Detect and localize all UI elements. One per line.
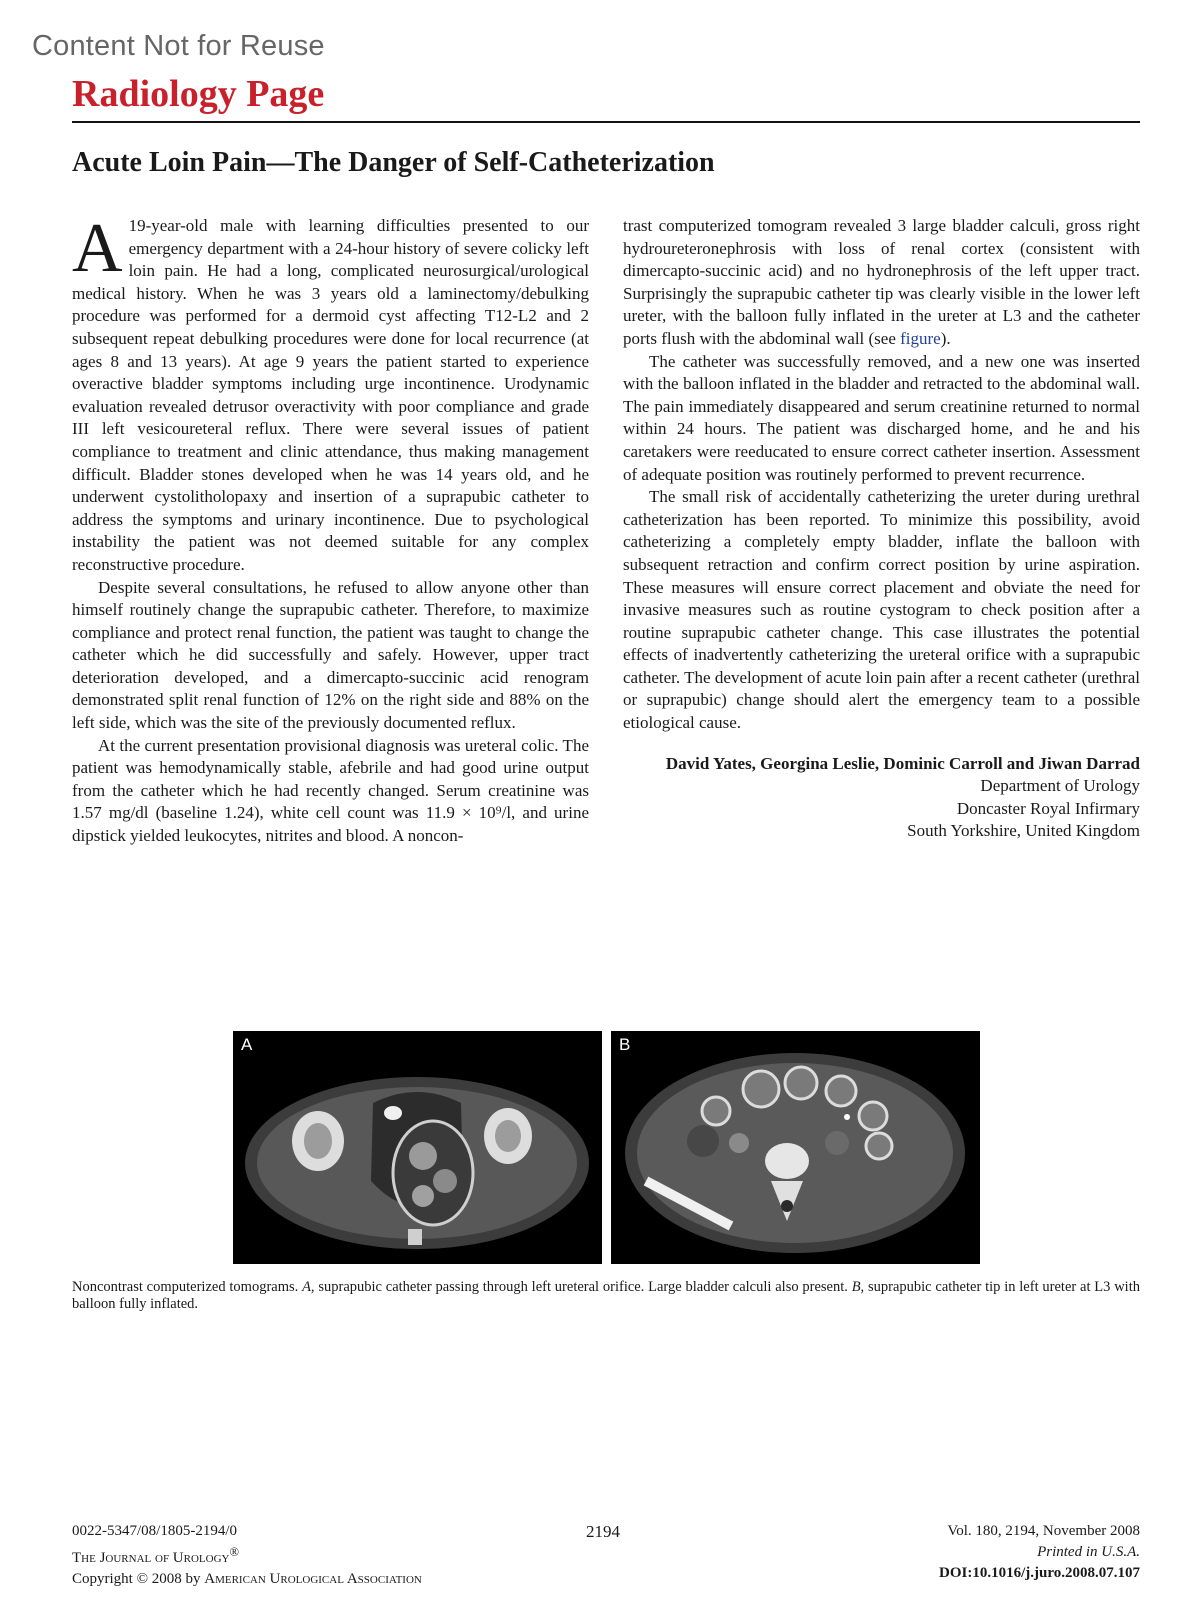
article-code: 0022-5347/08/1805-2194/0 (72, 1523, 237, 1539)
volume-info: Vol. 180, 2194, November 2008 (947, 1523, 1140, 1539)
section-title: Radiology Page (72, 73, 325, 115)
affiliation-institution: Doncaster Royal Infirmary (956, 798, 1140, 818)
left-column (72, 210, 589, 848)
paragraph-6: The small risk of accidentally catheterizing the ureter during urethral catheterization has been reported. To minimize this possibility, avoid catheterizing a completely empty bladder, inflate the balloon with subsequent retraction and confirm correct position by urine aspiration. These measures will ensure correct placement and obviate the need for invasive measures such as routine cystogram to check position after a routine suprapubic catheter change. This case illustrates the potential effects of inadvertently catheterizing the ureteral orifice with a suprapubic catheter. The development of acute loin pain after a recent catheter (urethral or suprapubic) change should alert the emergency team to a possible etiological cause. (623, 487, 1140, 733)
association-name: American Urological Association (204, 1571, 422, 1587)
affiliation-department: Department of Urology (980, 776, 1140, 796)
caption-text-1: Noncontrast computerized tomograms. (72, 1279, 303, 1295)
article-title: Acute Loin Pain—The Danger of Self-Catheterization (72, 147, 715, 178)
caption-panel-a-ref: A (302, 1279, 311, 1295)
drop-cap: A (72, 210, 123, 287)
paragraph-4-end: ). (940, 328, 951, 348)
paragraph-2: Despite several consultations, he refused to allow anyone other than himself routinely change the suprapubic catheter. Therefore, to maximize compliance and protect renal function, the patient was taught to change the catheter which he did successfully and safely. However, upper tract deterioration developed, and a dimercapto-succinic acid renogram demonstrated split renal function of 12% on the right side and 88% on the left side, which was the site of the previously documented reflux. (72, 577, 589, 733)
doi[interactable]: DOI:10.1016/j.juro.2008.07.107 (939, 1565, 1140, 1581)
ct-abdomen-image (611, 1031, 980, 1264)
watermark: Content Not for Reuse (32, 30, 325, 62)
caption-panel-b-ref: B (851, 1279, 861, 1295)
paragraph-5: The catheter was successfully removed, and a new one was inserted with the balloon inflated in the bladder and retracted to the abdominal wall. The pain immediately disappeared and serum creatinine returned to normal within 24 hours. The patient was discharged home, and he and his caretakers were reeducated to ensure correct catheter insertion. Assessment of adequate position was routinely performed to prevent recurrence. (623, 351, 1140, 484)
copyright-prefix: Copyright © 2008 by (72, 1571, 205, 1587)
paragraph-1-text: 19-year-old male with learning difficulties presented to our emergency department with a 24-hour history of severe colicky left loin pain. He had a long, complicated neurosurgical/urological medical history. When he was 3 years old a laminectomy/debulking procedure was performed for a dermoid cyst affecting T12-L2 and 2 subsequent repeat debulking procedures were done for local recurrence (at ages 8 and 13 years). At age 9 years the patient started to experience overactive bladder symptoms including urge incontinence. Urodynamic evaluation revealed detrusor overactivity with poor compliance and grade III left vesicoureteral reflux. There were several issues of patient compliance to treatment and clinic attendance, thus making management difficult. Bladder stones developed when he was 14 years old, and he underwent cystolitholopaxy and insertion of a suprapubic catheter to address the symptoms and urinary incontinence. Due to psychological instability the patient was not deemed suitable for any complex reconstructive procedure. (72, 216, 589, 574)
figure-link[interactable]: figure (900, 328, 941, 348)
ct-panel-a (233, 1031, 602, 1264)
caption-text-2: , suprapubic catheter passing through left ureteral orifice. Large bladder calculi also present. (310, 1279, 852, 1295)
affiliation-location: South Yorkshire, United Kingdom (907, 821, 1140, 841)
copyright-line (72, 1569, 422, 1590)
journal-name (72, 1542, 422, 1569)
footer-right (939, 1521, 1140, 1584)
header-rule (72, 121, 1140, 123)
printed-in: Printed in U.S.A. (1037, 1544, 1140, 1560)
panel-a-label: A (241, 1035, 253, 1054)
paragraph-3: At the current presentation provisional diagnosis was ureteral colic. The patient was hemodynamically stable, afebrile and had good urine output from the catheter which he had recently changed. Serum creatinine was 1.57 mg/dl (baseline 1.24), white cell count was 11.9 × 10⁹/l, and urine dipstick yielded leukocytes, nitrites and blood. A noncon- (72, 735, 589, 846)
figure-caption (72, 1279, 1140, 1313)
page-number: 2194 (586, 1522, 620, 1541)
journal-name-text: The Journal of Urology (72, 1550, 230, 1566)
paragraph-1 (72, 210, 589, 577)
footer-left (72, 1521, 422, 1590)
right-column (623, 215, 1140, 843)
ct-figure (233, 1031, 980, 1264)
paragraph-4-text: trast computerized tomogram revealed 3 large bladder calculi, gross right hydroureteronephrosis with loss of renal cortex (consistent with dimercapto-succinic acid) and no hydronephrosis of the left upper tract. Surprisingly the suprapubic catheter tip was clearly visible in the lower left ureter, with the balloon fully inflated in the ureter at L3 and the catheter ports flush with the abdominal wall (see (623, 216, 1140, 348)
author-list: David Yates, Georgina Leslie, Dominic Carroll and Jiwan Darrad (665, 753, 1140, 773)
caption-text-3: , suprapubic catheter tip in left ureter at L3 with balloon fully inflated. (72, 1279, 1140, 1312)
panel-b-label: B (619, 1035, 631, 1054)
registered-mark: ® (229, 1545, 239, 1559)
paragraph-4 (623, 215, 1140, 351)
ct-panel-b (611, 1031, 980, 1264)
ct-pelvis-image (233, 1031, 602, 1264)
